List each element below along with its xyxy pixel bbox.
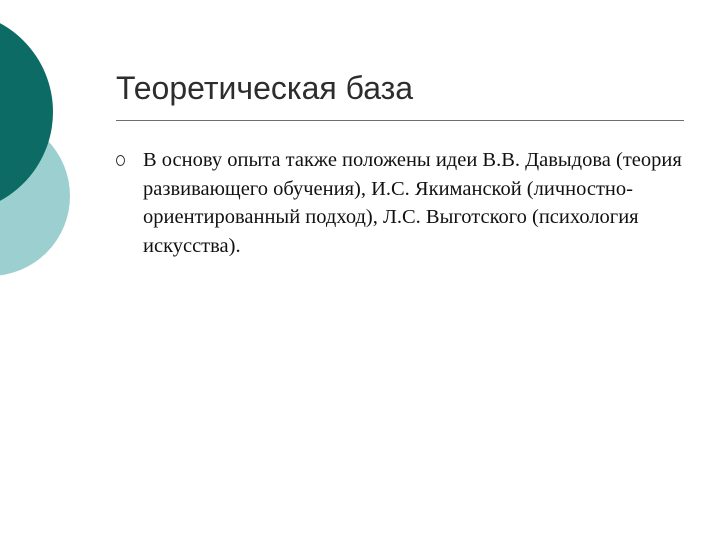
decorative-circles (0, 0, 120, 320)
bullet-list (116, 146, 696, 260)
bullet-text: В основу опыта также положены идеи В.В. Давыдова (теория развивающего обучения), И.С. Якиманской (личностно-ориентированный подход), Л.С. Выготского (психология искусства). (143, 149, 682, 257)
bullet-item (116, 146, 696, 260)
title-divider (116, 120, 684, 121)
slide-title: Теоретическая база (116, 70, 414, 106)
hollow-circle-bullet-icon (116, 155, 125, 166)
